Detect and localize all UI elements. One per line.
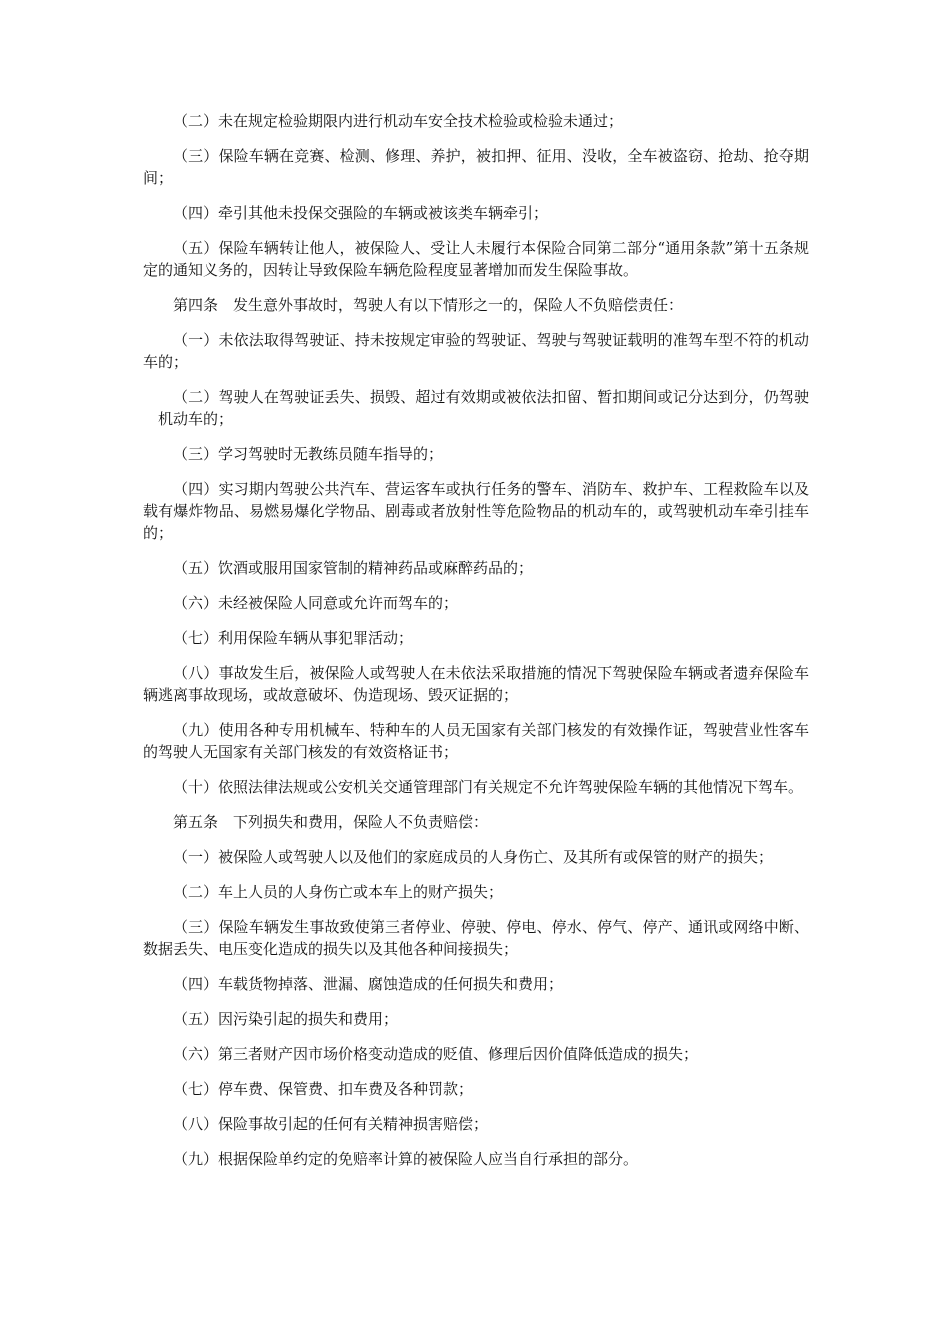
paragraph: （二）驾驶人在驾驶证丢失、损毁、超过有效期或被依法扣留、暂扣期间或记分达到分，仍驾驶机动车的； bbox=[158, 388, 809, 428]
paragraph: （五）饮酒或服用国家管制的精神药品或麻醉药品的； bbox=[173, 559, 534, 577]
article-heading: 第五条 下列损失和费用，保险人不负责赔偿： bbox=[173, 813, 489, 831]
paragraph: （六）第三者财产因市场价格变动造成的贬值、修理后因价值降低造成的损失； bbox=[173, 1045, 699, 1063]
paragraph: （二）未在规定检验期限内进行机动车安全技术检验或检验未通过； bbox=[173, 112, 624, 130]
paragraph: （四）牵引其他未投保交强险的车辆或被该类车辆牵引； bbox=[173, 204, 549, 222]
paragraph: （七）利用保险车辆从事犯罪活动； bbox=[173, 629, 414, 647]
paragraph: （四）车载货物掉落、泄漏、腐蚀造成的任何损失和费用； bbox=[173, 975, 564, 993]
paragraph: （五）因污染引起的损失和费用； bbox=[173, 1010, 399, 1028]
paragraph: （三）保险车辆发生事故致使第三者停业、停驶、停电、停水、停气、停产、通讯或网络中断、数据丢失、电压变化造成的损失以及其他各种间接损失； bbox=[143, 918, 809, 958]
paragraph: （一）被保险人或驾驶人以及他们的家庭成员的人身伤亡、及其所有或保管的财产的损失； bbox=[173, 848, 774, 866]
paragraph: （二）车上人员的人身伤亡或本车上的财产损失； bbox=[173, 883, 504, 901]
paragraph: （一）未依法取得驾驶证、持未按规定审验的驾驶证、驾驶与驾驶证载明的准驾车型不符的机动车的； bbox=[143, 331, 809, 371]
paragraph: （三）保险车辆在竞赛、检测、修理、养护，被扣押、征用、没收，全车被盗窃、抢劫、抢夺期间； bbox=[143, 147, 809, 187]
paragraph: （三）学习驾驶时无教练员随车指导的； bbox=[173, 445, 444, 463]
paragraph: （七）停车费、保管费、扣车费及各种罚款； bbox=[173, 1080, 474, 1098]
article-heading: 第四条 发生意外事故时，驾驶人有以下情形之一的，保险人不负赔偿责任： bbox=[173, 296, 684, 314]
paragraph: （九）使用各种专用机械车、特种车的人员无国家有关部门核发的有效操作证，驾驶营业性客车的驾驶人无国家有关部门核发的有效资格证书； bbox=[143, 721, 809, 761]
paragraph: （十）依照法律法规或公安机关交通管理部门有关规定不允许驾驶保险车辆的其他情况下驾车。 bbox=[173, 778, 804, 796]
document-body bbox=[143, 110, 809, 1183]
paragraph: （六）未经被保险人同意或允许而驾车的； bbox=[173, 594, 459, 612]
paragraph: （四）实习期内驾驶公共汽车、营运客车或执行任务的警车、消防车、救护车、工程救险车以及载有爆炸物品、易燃易爆化学物品、剧毒或者放射性等危险物品的机动车的，或驾驶机动车牵引挂车的； bbox=[143, 480, 809, 542]
paragraph: （九）根据保险单约定的免赔率计算的被保险人应当自行承担的部分。 bbox=[173, 1150, 639, 1168]
paragraph: （五）保险车辆转让他人，被保险人、受让人未履行本保险合同第二部分“通用条款”第十五条规定的通知义务的，因转让导致保险车辆危险程度显著增加而发生保险事故。 bbox=[143, 239, 809, 279]
paragraph: （八）保险事故引起的任何有关精神损害赔偿； bbox=[173, 1115, 489, 1133]
paragraph: （八）事故发生后，被保险人或驾驶人在未依法采取措施的情况下驾驶保险车辆或者遗弃保险车辆逃离事故现场，或故意破坏、伪造现场、毁灭证据的； bbox=[143, 664, 809, 704]
